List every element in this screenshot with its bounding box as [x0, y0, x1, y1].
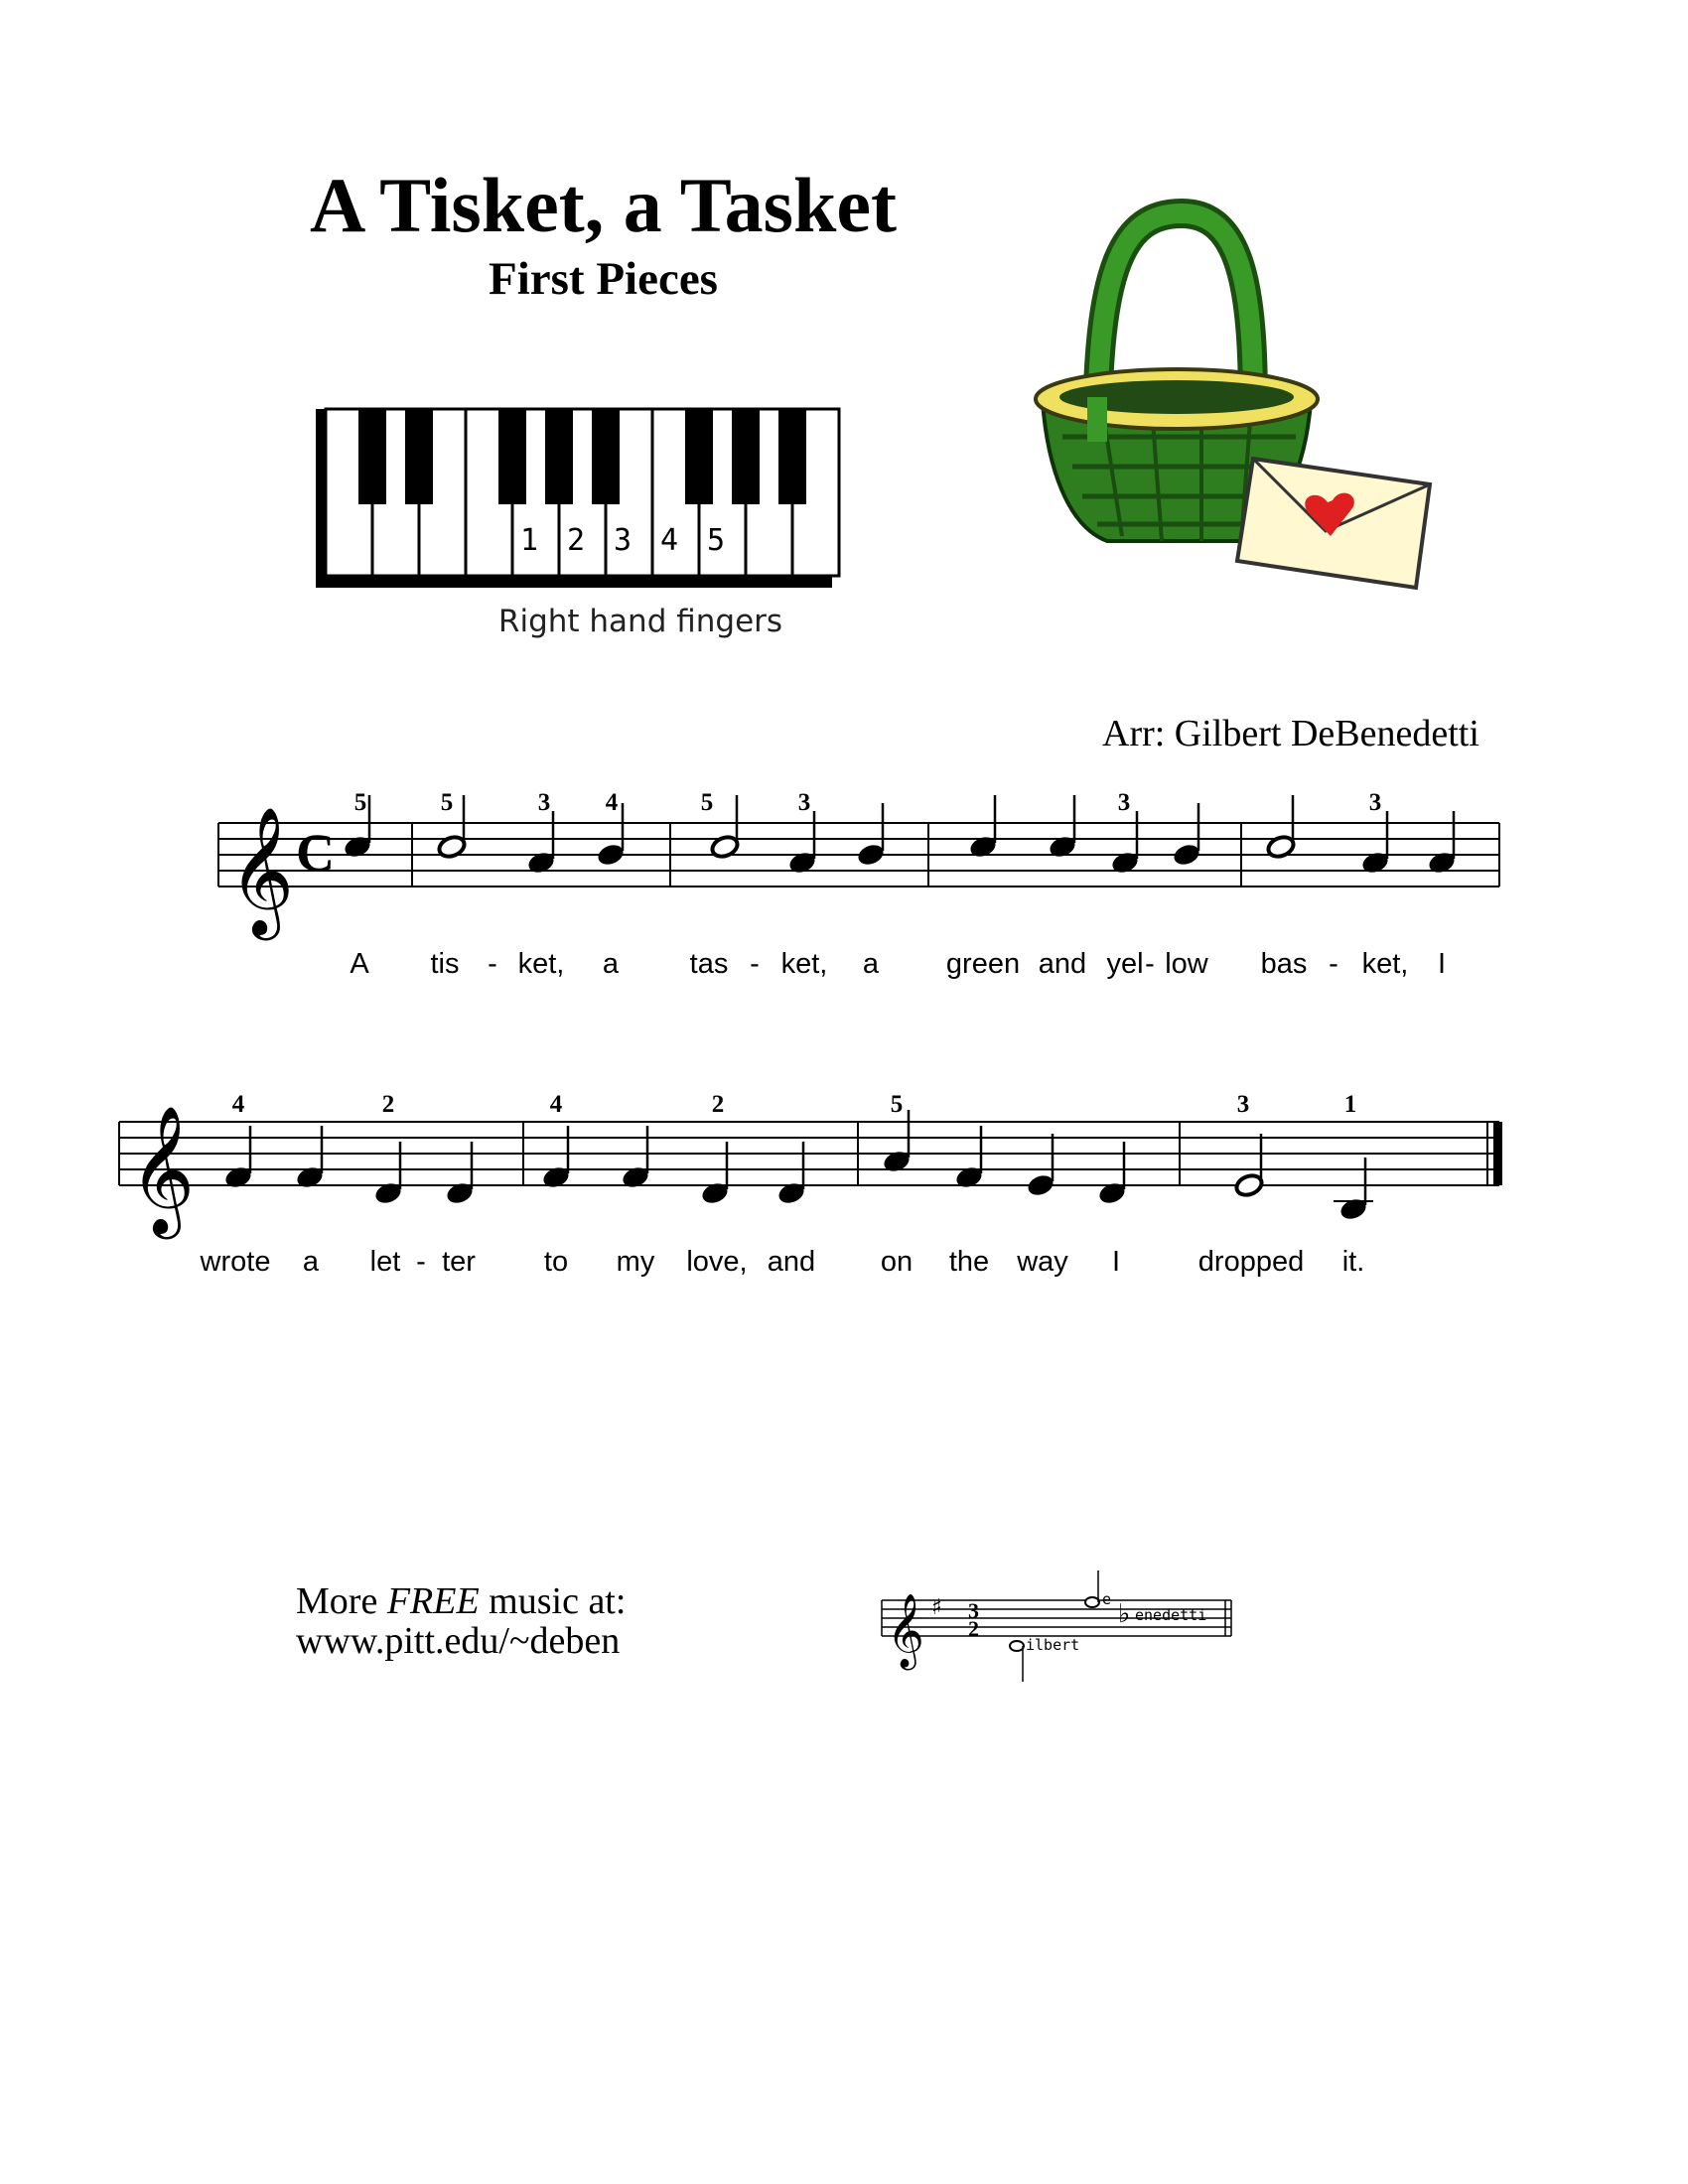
footer-url: www.pitt.edu/~deben [296, 1620, 621, 1662]
fingering-number: 1 [1343, 1091, 1357, 1118]
lyric-syllable: a [302, 1246, 320, 1278]
lyric-syllable: a [862, 948, 880, 980]
finger-number-5: 5 [706, 523, 726, 558]
lyric-syllable: - [416, 1246, 426, 1278]
fingering-number: 3 [797, 789, 811, 816]
finger-number-2: 2 [566, 523, 586, 558]
lyric-syllable: my [616, 1246, 655, 1278]
logo-text-benedetti: enedetti [1135, 1606, 1207, 1624]
lyric-syllable: ket, [780, 948, 828, 980]
logo-sharp-icon: ♯ [931, 1595, 942, 1620]
fingering-number: 2 [381, 1091, 395, 1118]
page-subtitle: First Pieces [489, 253, 718, 305]
fingering-number: 5 [700, 789, 714, 816]
lyric-syllable: I [1111, 1246, 1121, 1278]
treble-clef-icon: 𝄞 [228, 806, 295, 935]
lyric-syllable: and [767, 1246, 816, 1278]
lyric-syllable: - [1145, 948, 1155, 980]
lyric-syllable: let [369, 1246, 401, 1278]
logo-time-bottom: 2 [968, 1616, 979, 1641]
finger-number-3: 3 [613, 523, 633, 558]
lyric-syllable: on [880, 1246, 914, 1278]
arranger-credit: Arr: Gilbert DeBenedetti [1102, 713, 1479, 754]
fingering-number: 3 [1368, 789, 1382, 816]
logo-note-head [1085, 1597, 1099, 1607]
fingering-number: 3 [1117, 789, 1131, 816]
treble-clef-icon: 𝄞 [129, 1105, 196, 1234]
footer-text-after: music at: [479, 1580, 627, 1622]
logo-note-head [1010, 1641, 1024, 1651]
lyric-syllable: ket, [517, 948, 565, 980]
logo-text-e: e [1102, 1590, 1112, 1608]
fingering-number: 5 [353, 789, 367, 816]
lyric-syllable: and [1038, 948, 1087, 980]
lyric-syllable: I [1437, 948, 1447, 980]
logo-text-gilbert: ilbert [1026, 1636, 1080, 1654]
fingering-number: 5 [440, 789, 454, 816]
lyric-syllable: low [1165, 948, 1208, 980]
lyric-syllable: - [488, 948, 497, 980]
fingering-number: 4 [549, 1091, 563, 1118]
lyric-syllable: ket, [1361, 948, 1409, 980]
lyric-syllable: tis [430, 948, 460, 980]
logo-flat-icon: ♭ [1118, 1599, 1131, 1629]
fingering-number: 3 [1236, 1091, 1250, 1118]
composer-logo-staff [882, 1570, 1231, 1682]
logo-time-top: 3 [968, 1598, 979, 1623]
lyric-syllable: to [543, 1246, 569, 1278]
lyric-syllable: a [602, 948, 620, 980]
logo-treble-clef-icon: 𝄞 [887, 1594, 924, 1668]
lyric-syllable: wrote [200, 1246, 271, 1278]
lyric-syllable: love, [686, 1246, 748, 1278]
lyric-syllable: yel [1106, 948, 1144, 980]
lyric-syllable: way [1017, 1246, 1068, 1278]
lyric-syllable: ter [442, 1246, 476, 1278]
time-signature: C [296, 823, 335, 883]
fingering-number: 2 [711, 1091, 725, 1118]
lyric-syllable: - [1329, 948, 1338, 980]
finger-number-1: 1 [519, 523, 539, 558]
lyric-syllable: bas [1260, 948, 1308, 980]
footer-text-before: More [296, 1580, 387, 1622]
fingering-number: 3 [537, 789, 551, 816]
footer-free-emphasis: FREE [386, 1580, 480, 1622]
lyric-syllable: - [750, 948, 760, 980]
lyric-syllable: tas [689, 948, 729, 980]
lyric-syllable: dropped [1197, 1246, 1305, 1278]
lyric-syllable: it. [1341, 1246, 1365, 1278]
keyboard-caption: Right hand fingers [497, 604, 783, 639]
lyric-syllable: the [948, 1246, 990, 1278]
lyric-syllable: A [350, 948, 369, 980]
finger-number-4: 4 [659, 523, 679, 558]
page-title: A Tisket, a Tasket [309, 162, 898, 248]
lyric-syllable: green [945, 948, 1021, 980]
fingering-number: 4 [605, 789, 619, 816]
fingering-number: 5 [890, 1091, 904, 1118]
fingering-number: 4 [231, 1091, 245, 1118]
